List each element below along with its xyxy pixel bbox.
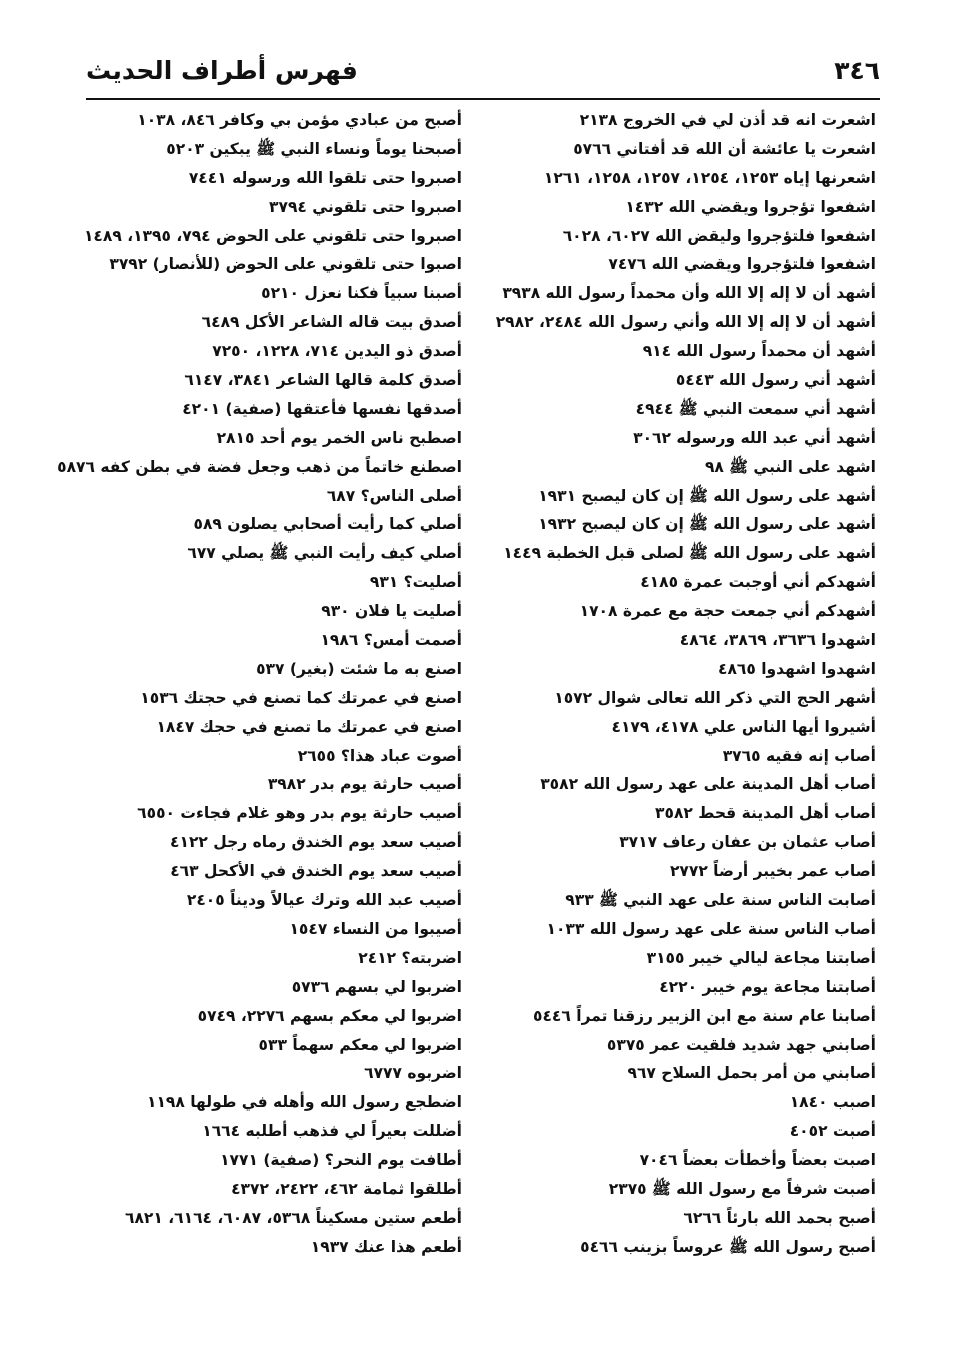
- index-entry: أصاب إنه فقيه ٣٧٦٥: [722, 746, 876, 765]
- index-entry: أشهد على رسول الله ﷺ لصلى قبل الخطبة ١٤٤٩: [503, 544, 876, 563]
- index-entry: أصلى الناس؟ ٦٨٧: [326, 486, 462, 505]
- index-entry: اشعرت انه قد أذن لي في الخروج ٢١٣٨: [579, 111, 876, 129]
- index-entry: أشهدكم أني أوجبت عمرة ٤١٨٥: [640, 573, 876, 592]
- index-entry: أشهد أن لا إله إلا الله وأني رسول الله ٢٤٨٤، ٢٩٨٢: [495, 313, 876, 332]
- index-entry: أطافت يوم النحر؟ (صفية) ١٧٧١: [220, 1151, 462, 1170]
- index-entry: أصدق كلمة قالها الشاعر ٣٨٤١، ٦١٤٧: [184, 371, 462, 390]
- index-entry: أطلقوا ثمامة ٤٦٢، ٢٤٢٢، ٤٣٧٢: [231, 1179, 462, 1198]
- index-entry: أصيبوا من النساء ١٥٤٧: [289, 919, 462, 938]
- index-entry: أصاب الناس سنة على عهد رسول الله ١٠٣٣: [546, 919, 876, 938]
- index-entry: أشهد على رسول الله ﷺ إن كان ليصبح ١٩٣٢: [538, 515, 876, 534]
- index-entry: أطعم ستين مسكيناً ٥٣٦٨، ٦٠٨٧، ٦١٦٤، ٦٨٢١: [125, 1208, 462, 1227]
- index-entry: أصابني جهد شديد فلقيت عمر ٥٣٧٥: [606, 1035, 876, 1054]
- index-entry: اصبروا حتى تلقوني ٣٧٩٤: [269, 197, 462, 216]
- index-entry: أشهد على رسول الله ﷺ إن كان ليصبح ١٩٣١: [538, 486, 876, 505]
- index-entry: اضربوا لي بسهم ٥٧٣٦: [291, 977, 462, 996]
- index-entry: أشهدكم أني جمعت حجة مع عمرة ١٧٠٨: [579, 602, 876, 621]
- index-entry: أصاب أهل المدينة على عهد رسول الله ٣٥٨٢: [540, 775, 876, 794]
- index-entry: أصابت الناس سنة على عهد النبي ﷺ ٩٣٣: [565, 891, 876, 910]
- index-entry: اشعرت يا عائشة أن الله قد أفتاني ٥٧٦٦: [573, 139, 876, 158]
- index-entry: اصطنع خاتماً من ذهب وجعل فضة في بطن كفه ٥٨٧٦: [57, 457, 462, 476]
- index-entry: أشهد أني رسول الله ٥٤٤٣: [675, 371, 876, 390]
- index-entry: أصيب حارثة يوم بدر ٣٩٨٢: [267, 775, 462, 794]
- index-entry: أصبح بحمد الله بارئاً ٦٢٦٦: [683, 1208, 876, 1227]
- index-entry: اضربوا لي معكم سهماً ٥٣٣: [258, 1035, 462, 1054]
- index-entry: أشهد أني سمعت النبي ﷺ ٤٩٤٤: [635, 399, 876, 418]
- index-entry: اصطبح ناس الخمر يوم أحد ٢٨١٥: [216, 428, 462, 447]
- index-entry: اضربته؟ ٢٤١٢: [358, 948, 462, 967]
- index-entry: أصوت عباد هذا؟ ٢٦٥٥: [297, 746, 462, 765]
- index-entry: اشعرنها إياه ١٢٥٣، ١٢٥٤، ١٢٥٧، ١٢٥٨، ١٢٦١: [543, 168, 876, 187]
- index-entry: اصنع به ما شئت (بغير) ٥٣٧: [256, 659, 462, 678]
- index-entry: اضربوه ٦٧٧٧: [364, 1064, 462, 1083]
- index-entry: اضطجع رسول الله وأهله في طولها ١١٩٨: [146, 1093, 462, 1112]
- index-entry: اصنع في عمرتك كما تصنع في حجتك ١٥٣٦: [140, 688, 462, 707]
- index-column-right: [495, 106, 876, 1262]
- index-entry: أصبت ٤٠٥٢: [789, 1122, 876, 1141]
- index-entry: أصابتنا مجاعة ليالي خيبر ٣١٥٥: [646, 948, 876, 967]
- index-entry: أصيب عبد الله وترك عيالاً وديناً ٢٤٠٥: [186, 891, 462, 910]
- index-entry: اصبوا حتى تلقوني على الحوض (للأنصار) ٣٧٩٢: [109, 255, 462, 274]
- index-entry: أصبت شرفاً مع رسول الله ﷺ ٢٣٧٥: [608, 1179, 876, 1198]
- index-entry: أشهد أن محمداً رسول الله ٩١٤: [642, 342, 876, 361]
- index-entry: أصابني من أمر بحمل السلاح ٩٦٧: [627, 1064, 876, 1083]
- index-entry: أصدقها نفسها فأعتقها (صفية) ٤٢٠١: [182, 399, 462, 418]
- index-entry: أصمت أمس؟ ١٩٨٦: [320, 631, 462, 650]
- index-entry: أشهد أني عبد الله ورسوله ٣٠٦٢: [633, 428, 876, 447]
- index-entry: أصبنا سبياً فكنا نعزل ٥٢١٠: [261, 284, 462, 303]
- index-entry: اصبب ١٨٤٠: [789, 1093, 876, 1112]
- index-entry: اضربوا لي معكم بسهم ٢٢٧٦، ٥٧٤٩: [197, 1006, 462, 1025]
- index-entry: أشيروا أيها الناس علي ٤١٧٨، ٤١٧٩: [611, 717, 876, 736]
- index-entry: اشفعوا فلتؤجروا ويقضي الله ٧٤٧٦: [608, 255, 876, 274]
- index-entry: أشهر الحج التي ذكر الله تعالى شوال ١٥٧٢: [554, 688, 876, 707]
- header-rule: [86, 98, 880, 100]
- index-entry: أصليت؟ ٩٣١: [369, 573, 462, 592]
- index-entry: اصنع في عمرتك ما تصنع في حجك ١٨٤٧: [156, 717, 462, 736]
- index-entry: أصاب عثمان بن عفان رعاف ٣٧١٧: [619, 833, 876, 852]
- index-entry: أصدق ذو اليدين ٧١٤، ١٢٢٨، ٧٢٥٠: [212, 342, 462, 361]
- index-entry: أضللت بعيراً لي فذهب أطلبه ١٦٦٤: [202, 1122, 462, 1141]
- index-entry: اشهدوا ٣٦٣٦، ٣٨٦٩، ٤٨٦٤: [679, 631, 876, 650]
- page-number: ٣٤٦: [834, 56, 880, 85]
- index-entry: اشهدوا اشهدوا ٤٨٦٥: [717, 659, 876, 678]
- page-header: [86, 56, 880, 96]
- index-entry: أصيب سعد يوم الخندق في الأكحل ٤٦٣: [170, 862, 462, 881]
- index-entry: أصبح رسول الله ﷺ عروساً بزينب ٥٤٦٦: [580, 1237, 876, 1256]
- index-entry: أطعم هذا عنك ١٩٣٧: [310, 1237, 462, 1256]
- index-entry: أصيب سعد يوم الخندق رماه رجل ٤١٢٢: [170, 833, 462, 852]
- index-entry: أصلي كيف رأيت النبي ﷺ يصلي ٦٧٧: [187, 544, 462, 563]
- index-entry: اشهد على النبي ﷺ ٩٨: [704, 457, 876, 476]
- index-entry: أصابنا عام سنة مع ابن الزبير رزقنا تمراً ٥٤٤٦: [533, 1006, 876, 1025]
- index-entry: أصليت يا فلان ٩٣٠: [321, 602, 462, 621]
- index-entry: أصبحنا يوماً ونساء النبي ﷺ يبكين ٥٢٠٣: [166, 139, 462, 158]
- index-column-left: [57, 106, 462, 1262]
- index-entry: أصلي كما رأيت أصحابي يصلون ٥٨٩: [193, 515, 462, 534]
- index-entry: أصيب حارثة يوم بدر وهو غلام فجاءت ٦٥٥٠: [137, 804, 462, 823]
- index-entry: أصاب أهل المدينة قحط ٣٥٨٢: [655, 804, 876, 823]
- index-entry: أصدق بيت قاله الشاعر الأكل ٦٤٨٩: [201, 313, 462, 332]
- index-entry: أشهد أن لا إله إلا الله وأن محمداً رسول الله ٣٩٣٨: [502, 284, 876, 303]
- index-entry: أصابتنا مجاعة يوم خيبر ٤٢٢٠: [659, 977, 876, 996]
- index-entry: أصاب عمر بخيبر أرضاً ٢٧٧٢: [669, 862, 876, 881]
- running-title: فهرس أطراف الحديث: [86, 56, 358, 85]
- index-entry: اشفعوا تؤجروا ويقضي الله ١٤٣٢: [625, 197, 876, 216]
- index-entry: أصبح من عبادي مؤمن بي وكافر ٨٤٦، ١٠٣٨: [137, 111, 462, 129]
- index-entry: اصبروا حتى تلقوا الله ورسوله ٧٤٤١: [188, 168, 462, 187]
- index-entry: اصبروا حتى تلقوني على الحوض ٧٩٤، ١٣٩٥، ١٤٨٩: [83, 226, 462, 245]
- index-entry: اشفعوا فلتؤجروا وليقض الله ٦٠٢٧، ٦٠٢٨: [562, 226, 876, 245]
- index-entry: اصبت بعضاً وأخطأت بعضاً ٧٠٤٦: [639, 1151, 876, 1170]
